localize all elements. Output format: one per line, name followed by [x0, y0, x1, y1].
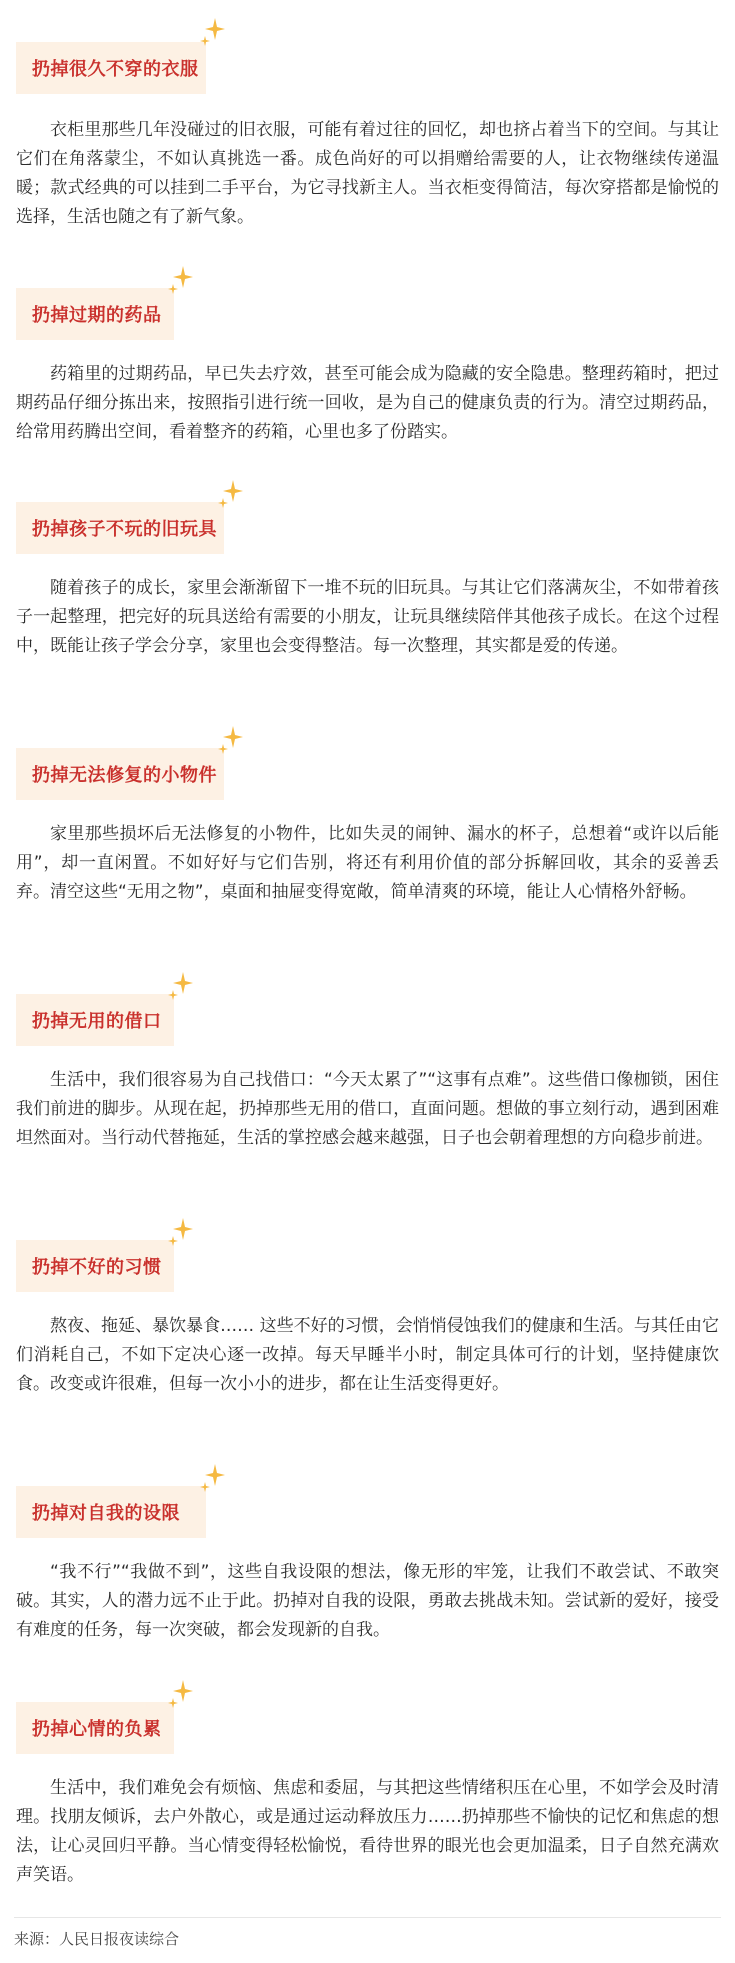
- section-heading-text: 扔掉不好的习惯: [32, 1257, 162, 1278]
- section-heading-text: 扔掉很久不穿的衣服: [32, 59, 199, 80]
- sparkle-icon: [218, 724, 244, 754]
- section-heading-text: 扔掉孩子不玩的旧玩具: [32, 519, 217, 540]
- footer-divider: [14, 1917, 721, 1918]
- sparkle-icon: [168, 970, 194, 1000]
- section-heading: [16, 502, 224, 554]
- section-body: 生活中，我们很容易为自己找借口：“今天太累了”“这事有点难”。这些借口像枷锁，困住我们前进的脚步。从现在起，扔掉那些无用的借口，直面问题。想做的事立刻行动，遇到困难坦然面对。当行动代替拖延，生活的掌控感会越来越强，日子也会朝着理想的方向稳步前进。: [16, 1070, 719, 1148]
- section-body: 熬夜、拖延、暴饮暴食…… 这些不好的习惯，会悄悄侵蚀我们的健康和生活。与其任由它们消耗自己，不如下定决心逐一改掉。每天早睡半小时，制定具体可行的计划，坚持健康饮食。改变或许很难，但每一次小小的进步，都在让生活变得更好。: [16, 1316, 719, 1394]
- sparkle-icon: [218, 478, 244, 508]
- section-body: 药箱里的过期药品，早已失去疗效，甚至可能会成为隐藏的安全隐患。整理药箱时，把过期药品仔细分拣出来，按照指引进行统一回收，是为自己的健康负责的行为。清空过期药品，给常用药腾出空间，看着整齐的药箱，心里也多了份踏实。: [16, 364, 719, 442]
- section-heading: [16, 1486, 206, 1538]
- section-heading-text: 扔掉心情的负累: [32, 1719, 162, 1740]
- section-heading: [16, 288, 174, 340]
- source-credit: 来源：人民日报夜读综合: [14, 1930, 180, 1948]
- section-heading: [16, 42, 206, 94]
- sparkle-icon: [168, 264, 194, 294]
- section-heading: [16, 1240, 174, 1292]
- section-heading-text: 扔掉过期的药品: [32, 305, 162, 326]
- section-body: “我不行”“我做不到”，这些自我设限的想法，像无形的牢笼，让我们不敢尝试、不敢突破。其实，人的潜力远不止于此。扔掉对自我的设限，勇敢去挑战未知。尝试新的爱好，接受有难度的任务，每一次突破，都会发现新的自我。: [16, 1562, 719, 1640]
- section-body: 生活中，我们难免会有烦恼、焦虑和委屈，与其把这些情绪积压在心里，不如学会及时清理。找朋友倾诉，去户外散心，或是通过运动释放压力……扔掉那些不愉快的记忆和焦虑的想法，让心灵回归平静。当心情变得轻松愉悦，看待世界的眼光也会更加温柔，日子自然充满欢声笑语。: [16, 1778, 719, 1885]
- section-body: 家里那些损坏后无法修复的小物件，比如失灵的闹钟、漏水的杯子，总想着“或许以后能用”，却一直闲置。不如好好与它们告别，将还有利用价值的部分拆解回收，其余的妥善丢弃。清空这些“无用之物”，桌面和抽屉变得宽敞，简单清爽的环境，能让人心情格外舒畅。: [16, 824, 719, 902]
- sparkle-icon: [200, 1462, 226, 1492]
- section-body: 衣柜里那些几年没碰过的旧衣服，可能有着过往的回忆，却也挤占着当下的空间。与其让它们在角落蒙尘，不如认真挑选一番。成色尚好的可以捐赠给需要的人，让衣物继续传递温暖；款式经典的可以挂到二手平台，为它寻找新主人。当衣柜变得简洁，每次穿搭都是愉悦的选择，生活也随之有了新气象。: [16, 120, 719, 227]
- section-heading: [16, 748, 224, 800]
- section-heading-text: 扔掉无用的借口: [32, 1011, 162, 1032]
- sparkle-icon: [168, 1678, 194, 1708]
- section-heading-text: 扔掉对自我的设限: [32, 1503, 180, 1524]
- section-heading: [16, 1702, 174, 1754]
- section-heading: [16, 994, 174, 1046]
- section-body: 随着孩子的成长，家里会渐渐留下一堆不玩的旧玩具。与其让它们落满灰尘，不如带着孩子一起整理，把完好的玩具送给有需要的小朋友，让玩具继续陪伴其他孩子成长。在这个过程中，既能让孩子学会分享，家里也会变得整洁。每一次整理，其实都是爱的传递。: [16, 578, 719, 656]
- section-heading-text: 扔掉无法修复的小物件: [32, 765, 217, 786]
- sparkle-icon: [168, 1216, 194, 1246]
- sparkle-icon: [200, 16, 226, 46]
